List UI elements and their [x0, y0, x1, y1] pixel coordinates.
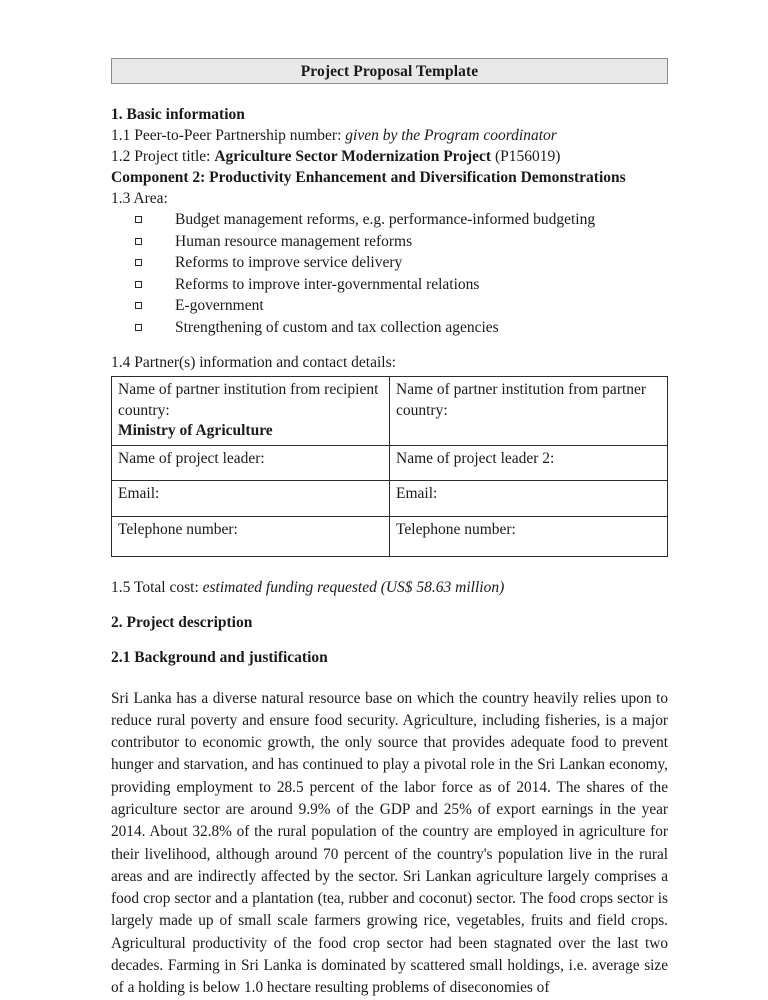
section-2-1-subheading: 2.1 Background and justification [111, 648, 328, 666]
background-paragraph: Sri Lanka has a diverse natural resource base on which the country heavily relies upon to reduce rural poverty and ensure food security. Agriculture, including fisheries, is a major contributor to economic growth, the only source that provides adequate food to prevent hunger and starvation, and has continued to play a pivotal role in the Sri Lankan economy, providing employment to 28.5 percent of the labor force as of 2014. The shares of the agriculture sector are around 9.9% of the GDP and 25% of export earnings in the year 2014. About 32.8% of the rural population of the country are employed in agriculture for their livelihood, although around 70 percent of the country's population live in the rural areas and are indirectly affected by the sector. Sri Lankan agriculture largely comprises a food crop sector and a plantation (tea, rubber and coconut) sector. The food crops sector is largely made up of small scale farmers growing rice, vegetables, fruits and field crops. Agricultural productivity of the food crop sector had been stagnated over the last two decades. Farming in Sri Lanka is dominated by scattered small holdings, i.e. average size of a holding is below 1.0 hectare resulting problems of diseconomies of [111, 689, 668, 997]
spacer [111, 598, 668, 612]
section-1-heading: 1. Basic information [111, 106, 245, 123]
list-item[interactable] [111, 231, 668, 253]
list-item[interactable] [111, 295, 668, 317]
table-row [112, 516, 668, 556]
item-1-4-label: 1.4 Partner(s) information and contact details: [111, 354, 396, 371]
list-item-label: Budget management reforms, e.g. performance-informed budgeting [175, 211, 596, 228]
spacer [111, 633, 668, 647]
cell-value-ministry: Ministry of Agriculture [118, 422, 273, 439]
list-item[interactable] [111, 274, 668, 296]
table-row [112, 480, 668, 516]
list-item[interactable] [111, 209, 668, 231]
item-1-5-line [111, 577, 668, 598]
spacer [111, 668, 668, 688]
item-1-2-label: 1.2 Project title: [111, 148, 211, 165]
checkbox-icon[interactable] [135, 259, 142, 266]
table-cell-telephone-2[interactable]: Telephone number: [390, 516, 668, 556]
list-item[interactable] [111, 317, 668, 339]
document-title-banner: Project Proposal Template [111, 58, 668, 84]
item-1-5-value: estimated funding requested (US$ 58.63 million) [202, 578, 505, 596]
checkbox-icon[interactable] [135, 302, 142, 309]
list-item-label: Strengthening of custom and tax collection agencies [175, 318, 499, 336]
table-cell-institution-partner[interactable] [390, 377, 668, 446]
spacer [111, 557, 668, 577]
component-2-line: Component 2: Productivity Enhancement and Diversification Demonstrations [111, 169, 626, 186]
item-1-5-label: 1.5 Total cost: [111, 578, 199, 596]
table-row [112, 445, 668, 480]
checkbox-icon[interactable] [135, 216, 142, 223]
item-1-1-line [111, 125, 668, 146]
table-cell-project-leader-2[interactable]: Name of project leader 2: [390, 445, 668, 480]
cell-line: country: [396, 401, 448, 419]
item-1-2-line [111, 146, 668, 167]
table-cell-project-leader-1[interactable]: Name of project leader: [112, 445, 390, 480]
table-cell-institution-recipient[interactable] [112, 377, 390, 446]
table-cell-email-1[interactable]: Email: [112, 480, 390, 516]
list-item-label: Reforms to improve service delivery [175, 254, 403, 271]
cell-line: Name of partner institution from recipient [118, 381, 379, 398]
item-1-1-label: 1.1 Peer-to-Peer Partnership number: [111, 127, 342, 144]
checkbox-icon[interactable] [135, 281, 142, 288]
checkbox-icon[interactable] [135, 324, 142, 331]
list-item-label: Reforms to improve inter-governmental relations [175, 275, 480, 293]
spacer [111, 338, 668, 352]
checkbox-icon[interactable] [135, 238, 142, 245]
item-1-2-code: (P156019) [494, 148, 561, 165]
list-item-label: Human resource management reforms [175, 232, 413, 250]
area-checkbox-list [111, 209, 668, 338]
list-item[interactable] [111, 252, 668, 274]
table-row [112, 377, 668, 446]
item-1-2-value: Agriculture Sector Modernization Project [214, 148, 492, 165]
partner-details-table [111, 376, 668, 557]
document-content [111, 58, 668, 1000]
item-1-3-label: 1.3 Area: [111, 190, 168, 207]
table-cell-email-2[interactable]: Email: [390, 480, 668, 516]
item-1-1-value: given by the Program coordinator [345, 127, 557, 144]
section-2-heading: 2. Project description [111, 613, 253, 631]
cell-line: Name of partner institution from partner [396, 381, 647, 398]
table-cell-telephone-1[interactable]: Telephone number: [112, 516, 390, 556]
list-item-label: E-government [175, 297, 264, 314]
spacer [111, 84, 668, 104]
cell-line: country: [118, 401, 170, 419]
